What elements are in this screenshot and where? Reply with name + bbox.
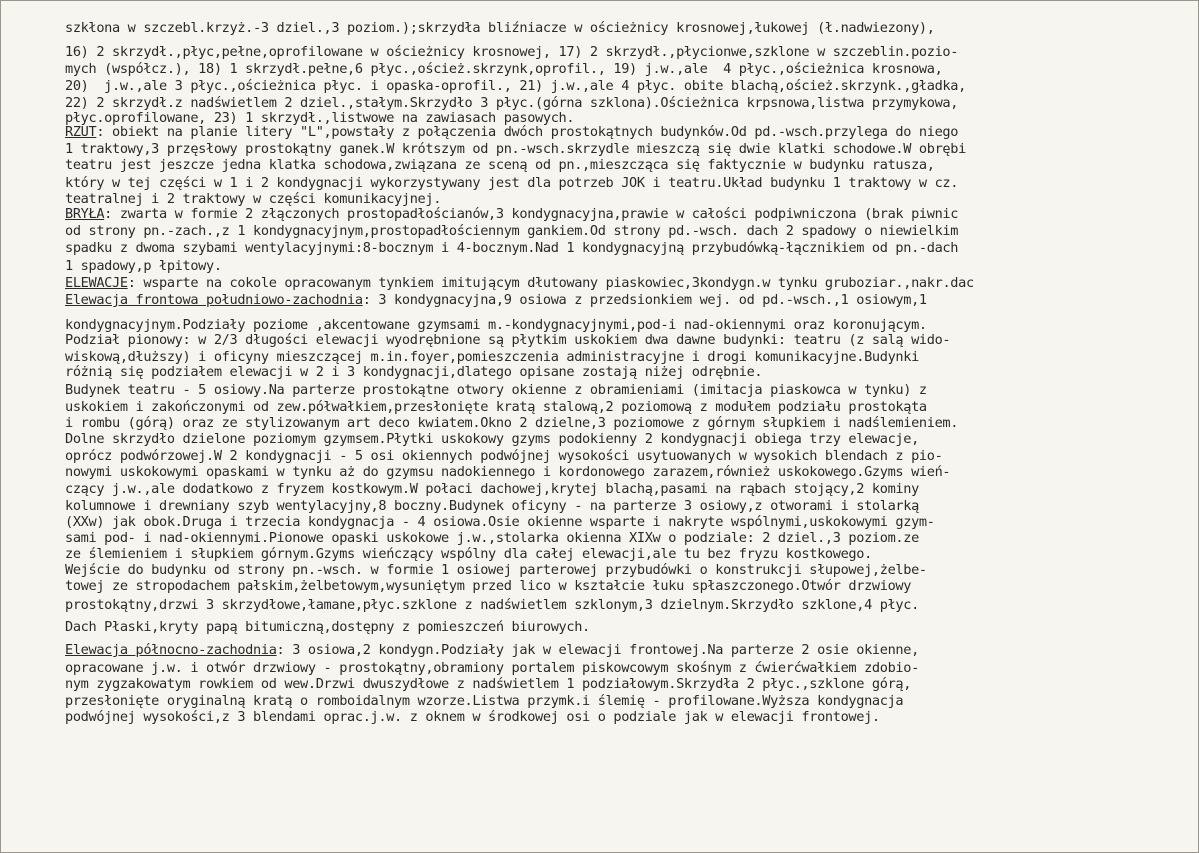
text-line: Dolne skrzydło dzielone poziomym gzymsem.Płytki uskokowy gzyms podokienny 2 kondygnacji obiega trzy elewacje, (65, 431, 919, 447)
section-elewacja-frontowa: Elewacja frontowa południowo-zachodnia: 3 kondygnacyjna,9 osiowa z przedsionkiem wej. od pd.-wsch.,1 osiowym,1 (65, 292, 927, 308)
text-line: 22) 2 skrzydł.z nadświetlem 2 dziel.,stałym.Skrzydło 3 płyc.(górna szklona).Ościeżnica krpsnowa,listwa przymykowa, (65, 95, 959, 111)
text-line: ze ślemieniem i słupkiem górnym.Gzyms wieńczący wspólny dla całej elewacji,ale tu bez fryzu kostkowego. (65, 546, 872, 562)
section-heading: BRYŁA (65, 206, 105, 222)
text-line: i rombu (górą) oraz ze stylizowanym art deco kwiatem.Okno 2 dzielne,3 poziomowe z górnym słupkiem i nadślemieniem. (65, 415, 959, 431)
text-line: spadku z dwoma szybami wentylacyjnymi:8-bocznym i 4-bocznym.Nad 1 kondygnacyjną przybudówką-łącznikiem od pn.-dach (65, 240, 959, 256)
text-line: oprócz podwórzowej.W 2 kondygnacji - 5 osi okiennych podwójnej wysokości usytuowanych w wysokich blendach z pio- (65, 448, 943, 464)
text-line: czący j.w.,ale dodatkowo z fryzem kostkowym.W połaci dachowej,krytej blachą,pasami na rąbach stojący,2 kominy (65, 481, 919, 497)
section-rzut: RZUT: obiekt na planie litery "L",powstały z połączenia dwóch prostokątnych budynków.Od pd.-wsch.przylega do niego (65, 124, 959, 140)
section-elewacja-polnocno-zachodnia: Elewacja północno-zachodnia: 3 osiowa,2 kondygn.Podziały jak w elewacji frontowej.Na parterze 2 osie okienne, (65, 642, 919, 658)
text-line: kolumnowe i drewniany szyb wentylacyjny,8 boczny.Budynek oficyny - na parterze 3 osiowy,z otworami i stolarką (65, 498, 919, 514)
text-line: mych (współcz.), 18) 1 skrzydł.pełne,6 płyc.,oścież.skrzynk,oprofil., 19) j.w.,ale 4 płyc.,ościeżnica krosnowa, (65, 61, 943, 77)
text-line: prostokątny,drzwi 3 skrzydłowe,łamane,płyc.szklone z nadświetlem szklonym,3 dzielnym.Skrzydło szklone,4 płyc. (65, 597, 919, 613)
text-line: Wejście do budynku od strony pn.-wsch. w formie 1 osiowej parterowej przybudówki o konstrukcji słupowej,żelbe- (65, 562, 927, 578)
text-line: 16) 2 skrzydł.,płyc,pełne,oprofilowane w ościeżnicy krosnowej, 17) 2 skrzydł.,płycionwe,szklone w szczeblin.pozio- (65, 44, 959, 60)
section-heading: RZUT (65, 124, 97, 140)
text-line: sami pod- i nad-okiennymi.Pionowe opaski uskokowe j.w.,stolarka okienna XIXw o podziale: 2 dziel.,3 poziom.ze (65, 530, 919, 546)
text-line: który w tej części w 1 i 2 kondygnacji wykorzystywany jest dla potrzeb JOK i teatru.Układ budynku 1 traktowy w cz. (65, 175, 959, 191)
text-line: szkłona w szczebl.krzyż.-3 dziel.,3 poziom.);skrzydła bliźniacze w ościeżnicy krosnowej,łukowej (ł.nadwiezony), (65, 20, 935, 36)
text-line: Dach Płaski,kryty papą bitumiczną,dostępny z pomieszczeń biurowych. (65, 619, 590, 635)
text-line: płyc.oprofilowane, 23) 1 skrzydł.,listwowe na zawiasach pasowych. (65, 110, 575, 126)
text-line: podwójnej wysokości,z 3 blendami oprac.j.w. z oknem w środkowej osi o podziale jak w elewacji frontowej. (65, 709, 880, 725)
text-line: 20) j.w.,ale 3 płyc.,ościeżnica płyc. i opaska-oprofil., 21) j.w.,ale 4 płyc. obite blachą,oścież.skrzynk.,gładka, (65, 78, 966, 94)
text-line: od strony pn.-zach.,z 1 kondygnacyjnym,prostopadłościennym gankiem.Od strony pd.-wsch. dach 2 spadowy o niewielkim (65, 223, 959, 239)
section-elewacje: ELEWACJE: wsparte na cokole opracowanym tynkiem imitującym dłutowany piaskowiec,3kondygn.w tynku gruboziar.,nakr.dac (65, 275, 974, 291)
text-line: wiskową,dłuższy) i oficyny mieszczącej m.in.foyer,pomieszczenia administracyjne i drogi komunikacyjne.Budynki (65, 349, 919, 365)
text-line: nym zygzakowatym rowkiem od wew.Drzwi dwuszydłowe z nadświetlem 1 podziałowym.Skrzydła 2 płyc.,szklone górą, (65, 676, 912, 692)
text-line: Podział pionowy: w 2/3 długości elewacji wyodrębnione są płytkim uskokiem dwa dawne budynki: teatru (z salą wido- (65, 332, 951, 348)
section-bryla: BRYŁA: zwarta w formie 2 złączonych prostopadłościanów,3 kondygnacyjna,prawie w całości podpiwniczona (brak piwnic (65, 206, 959, 222)
text-line: różnią się podziałem elewacji w 2 i 3 kondygnacji,dlatego opisane zostają niżej odrębnie. (65, 364, 763, 380)
text-line: teatralnej i 2 traktowy w części komunikacyjnej. (65, 191, 442, 207)
section-heading: ELEWACJE (65, 275, 128, 291)
section-heading: Elewacja frontowa południowo-zachodnia (65, 292, 363, 308)
section-heading: Elewacja północno-zachodnia (65, 642, 277, 658)
text-line: (XXw) jak obok.Druga i trzecia kondygnacja - 4 osiowa.Osie okienne wsparte i nakryte wspólnymi,uskokowymi gzym- (65, 514, 935, 530)
text-line: teatru jest jeszcze jedna klatka schodowa,związana ze sceną od pn.,mieszcząca się faktycznie w budynku ratusza, (65, 157, 935, 173)
text-line: przesłonięte oryginalną kratą o romboidalnym wzorze.Listwa przymk.i ślemię - profilowane.Wyższa kondygnacja (65, 693, 904, 709)
text-line: Budynek teatru - 5 osiowy.Na parterze prostokątne otwory okienne z obramieniami (imitacja piaskowca w tynku) z (65, 382, 927, 398)
text-line: nowymi uskokowymi opaskami w tynku aż do gzymsu nadokiennego i kordonowego zarazem,również uskokowego.Gzyms wień- (65, 464, 951, 480)
text-line: uskokiem i zakończonymi od zew.półwałkiem,przesłonięte kratą stalową,2 poziomową z modułem podziału prostokąta (65, 399, 927, 415)
text-line: kondygnacyjnym.Podziały poziome ,akcentowane gzymsami m.-kondygnacyjnymi,pod-i nad-okiennymi oraz koronującym. (65, 317, 927, 333)
text-line: 1 spadowy,p łpitowy. (65, 258, 222, 274)
text-line: opracowane j.w. i otwór drzwiowy - prostokątny,obramiony portalem piskowcowym skośnym z ćwierćwałkiem zdobio- (65, 660, 919, 676)
text-line: 1 traktowy,3 przęsłowy prostokątny ganek.W krótszym od pn.-wsch.skrzydle mieszczą się dwie klatki schodowe.W obrębi (65, 141, 966, 157)
text-line: towej ze stropodachem pałskim,żelbetowym,wysuniętym przed lico w kształcie łuku spłaszczonego.Otwór drzwiowy (65, 578, 912, 594)
